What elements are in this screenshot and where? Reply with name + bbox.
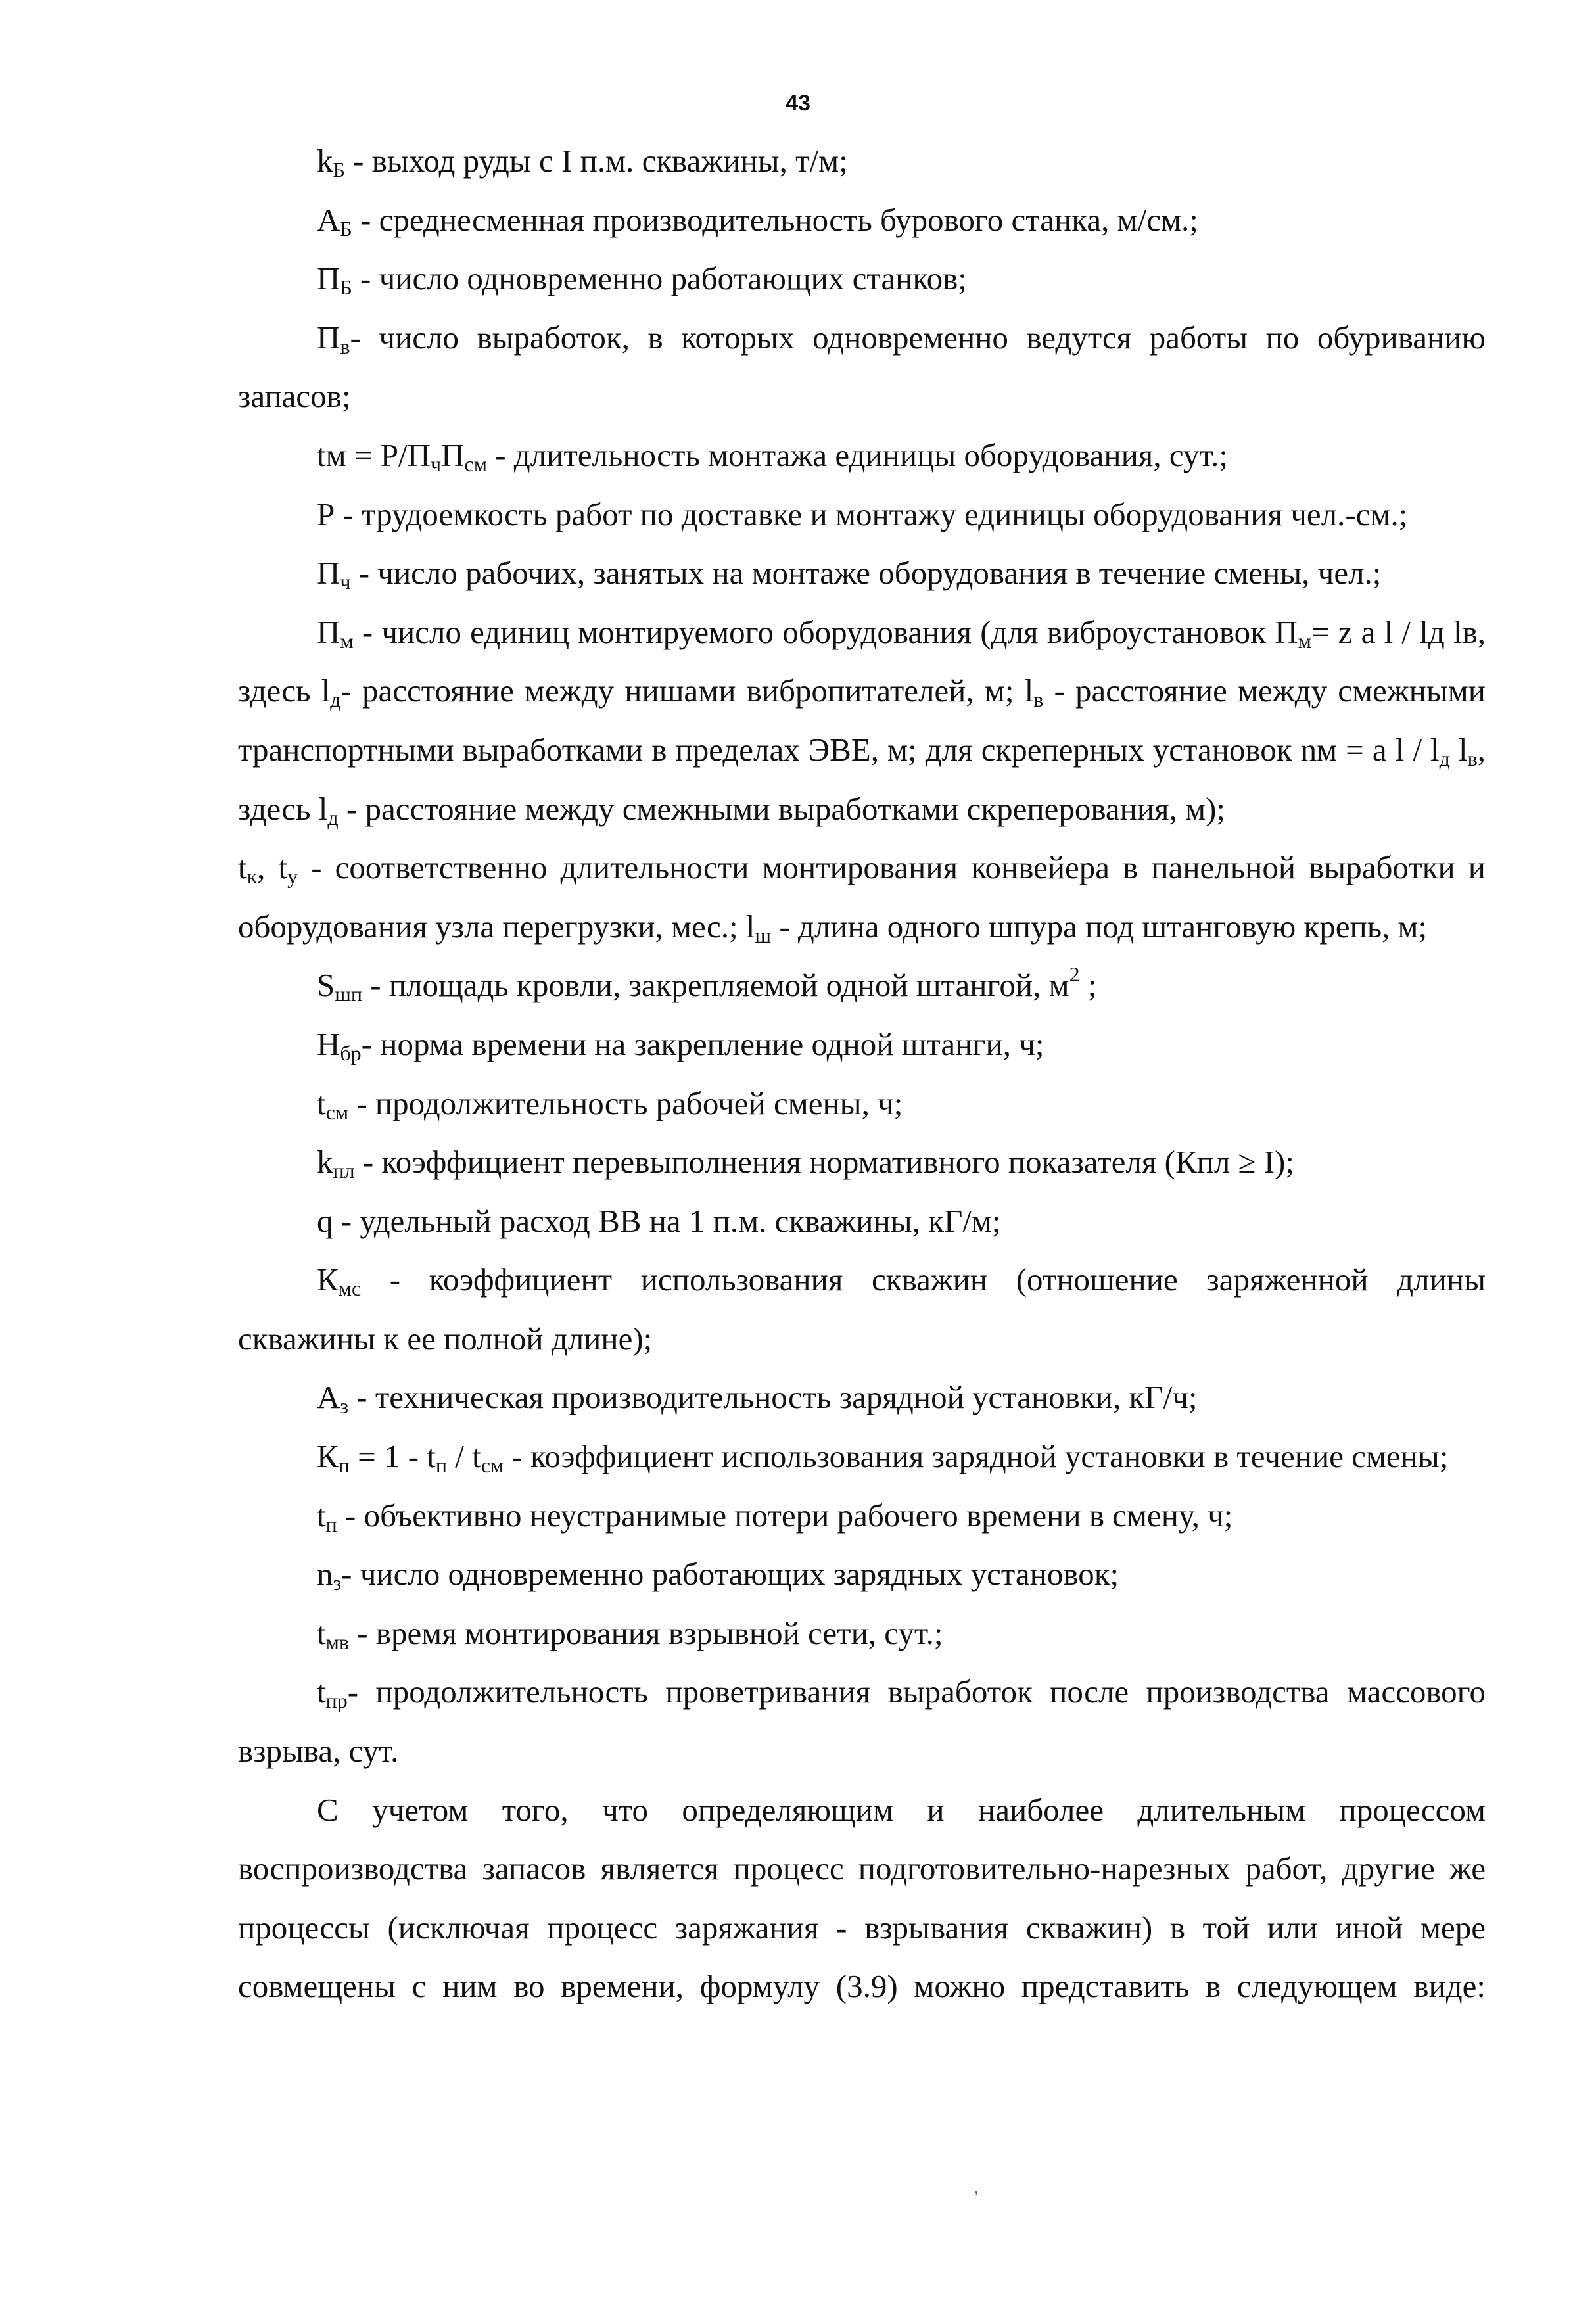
definition-tpr: $t_{пр}-$ продолжительность проветривания выработок после производства массового взрыва, сут.	[238, 1674, 1486, 1770]
definition-pb: $П_Б$ - число одновременно работающих станков;	[317, 260, 967, 300]
definition-tp: $t_п$ - объективно неустранимые потери рабочего времени в смену, ч;	[317, 1497, 1233, 1536]
page-number: 43	[786, 91, 810, 116]
definition-kp: $К_п = 1 - t_п / t_{см}$ - коэффициент использования зарядной установки в течение смены;	[317, 1438, 1449, 1478]
definition-q: q - удельный расход ВВ на 1 п.м. скважины, кГ/м;	[317, 1202, 1001, 1239]
document-body	[238, 131, 1486, 2016]
definition-nz: $n_з-$ число одновременно работающих зарядных установок;	[317, 1556, 1119, 1595]
definition-az: $А_з$ - техническая производительность зарядной установки, кГ/ч;	[317, 1379, 1198, 1419]
definition-kb: $k_Б$ - выход руды с I п.м. скважины, т/м;	[317, 143, 848, 181]
concluding-paragraph: С учетом того, что определяющим и наиболее длительным процессом воспроизводства запасов является процесс подготовительно-нарезных работ, другие же процессы (исключая процесс заряжания - взрывания скважин) в той или иной мере совмещены с ним во времени, формулу (3.9) можно представить в следующем виде:	[238, 1791, 1486, 2005]
definition-nbr: $Н_{бр}-$ норма времени на закрепление одной штанги, ч;	[317, 1025, 1044, 1065]
definition-pm: $П_м$ - число единиц монтируемого оборудования (для виброустановок $П_м= z$ a l / lд lв, здесь $l_д-$ расстояние между нишами вибропитателей, м; $l_в$ - расстояние между смежными транспортными выработками в пределах ЭВЕ, м; для скреперных установок nм = a l / $l_д$ $l_в$, здесь $l_д$ - расстояние между смежными выработками скреперования, м);	[238, 613, 1486, 830]
definition-ab: $А_Б$ - среднесменная производительность бурового станка, м/см.;	[317, 201, 1198, 241]
definition-pch: $П_ч$ - число рабочих, занятых на монтаже оборудования в течение смены, чел.;	[317, 555, 1382, 594]
definition-tm: tм = $Р/П_чП_{см}$ - длительность монтажа единицы оборудования, сут.;	[317, 436, 1229, 476]
definition-kpl: $k_{пл}$ - коэффициент перевыполнения нормативного показателя (Кпл ≥ I);	[317, 1144, 1294, 1183]
definition-tsm: $t_{см}$ - продолжительность рабочей смены, ч;	[317, 1085, 903, 1124]
stray-mark: ‚	[973, 2176, 979, 2197]
definition-sshp: $S_{шп}$ - площадь кровли, закрепляемой одной штангой, $м^2$ ;	[317, 962, 1097, 1006]
definition-tmv: $t_{мв}$ - время монтирования взрывной сети, сут.;	[317, 1614, 943, 1654]
definition-p: Р - трудоемкость работ по доставке и монтажу единицы оборудования чел.-см.;	[317, 496, 1408, 532]
definition-kms: $К_{мс}$ - коэффициент использования скважин (отношение заряженной длины скважины к ее полной длине);	[238, 1261, 1486, 1357]
definition-tk-ty: $t_к$, $t_у$ - соответственно длительности монтирования конвейера в панельной выработки и оборудования узла перегрузки, мес.; $l_ш$ - длина одного шпура под штанговую крепь, м;	[238, 849, 1486, 947]
definition-pv: $П_в-$ число выработок, в которых одновременно ведутся работы по обуриванию запасов;	[238, 319, 1486, 415]
